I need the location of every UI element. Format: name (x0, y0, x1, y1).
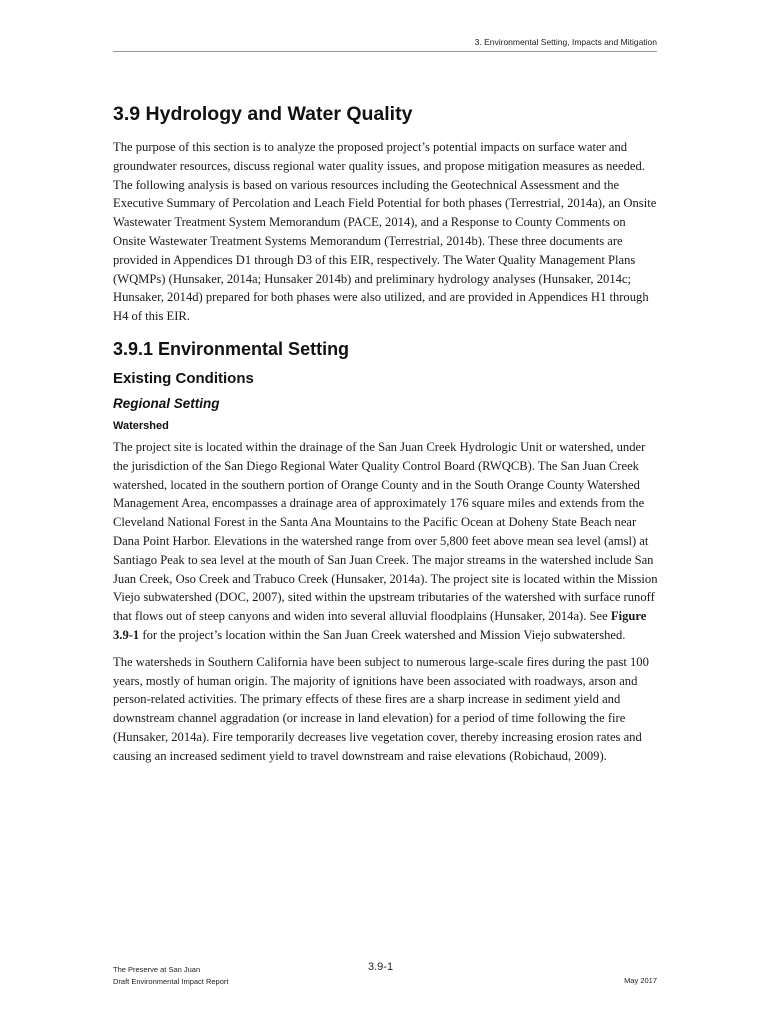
page-content (113, 100, 658, 774)
footer-date: May 2017 (624, 976, 657, 985)
regional-setting-heading: Regional Setting (113, 395, 220, 411)
watershed-heading: Watershed (113, 419, 169, 432)
existing-conditions-heading: Existing Conditions (113, 369, 254, 387)
watershed-text-end: for the project’s location within the San Juan Creek watershed and Mission Viejo subwatershed. (139, 627, 626, 642)
page-number: 3.9-1 (368, 961, 394, 973)
running-header: 3. Environmental Setting, Impacts and Mitigation (474, 37, 657, 47)
fire-paragraph: The watersheds in Southern California have been subject to numerous large-scale fires during the past 100 years, mostly of human origin. The majority of ignitions have been associated with roadways, arson and person-related activities. The primary effects of these fires are a sharp increase in sediment yield and downstream channel aggradation (or increase in land elevation) for a period of time following the fire (Hunsaker, 2014a). Fire temporarily decreases live vegetation cover, thereby increasing erosion rates and causing an increased sediment yield to travel downstream and raise elevations (Robichaud, 2009). (113, 654, 649, 763)
section-title: 3.9 Hydrology and Water Quality (113, 103, 413, 125)
footer-project-name: The Preserve at San Juan (113, 965, 201, 974)
figure-reference: Figure 3.9-1 (113, 609, 647, 642)
header-divider (113, 51, 657, 52)
footer-left (113, 964, 228, 988)
footer-report-type: Draft Environmental Impact Report (113, 977, 229, 986)
subsection-title: 3.9.1 Environmental Setting (113, 338, 350, 359)
watershed-text-start: The project site is located within the drainage of the San Juan Creek Hydrologic Unit or watershed, under the jurisdiction of the San Diego Regional Water Quality Control Board (RWQCB). The San Juan Creek watershed, located in the southern portion of Orange County and in the South Orange County Watershed Management Area, encompasses a drainage area of approximately 176 square miles and extends from the Cleveland National Forest in the Santa Ana Mountains to the Pacific Ocean at Doheny State Beach near Dana Point Harbor. Elevations in the watershed range from over 5,800 feet above mean sea level (amsl) at Santiago Peak to sea level at the mouth of San Juan Creek. The major streams in the watershed include San Juan Creek, Oso Creek and Trabuco Creek (Hunsaker, 2014a). The project site is located within the Mission Viejo subwatershed (DOC, 2007), sited within the upstream tributaries of the watershed with surface runoff that flows out of steep canyons and widen into several alluvial floodplains (Hunsaker, 2014a). See (113, 439, 658, 624)
intro-paragraph: The purpose of this section is to analyze the proposed project’s potential impacts on surface water and groundwater resources, discuss regional water quality issues, and propose mitigation measures as needed. The following analysis is based on various resources including the Geotechnical Assessment and the Executive Summary of Percolation and Leach Field Potential for both phases (Terrestrial, 2014a), an Onsite Wastewater Treatment System Memorandum (PACE, 2014), and a Response to County Comments on Onsite Wastewater Treatment Systems Memorandum (Terrestrial, 2014b). These three documents are provided in Appendices D1 through D3 of this EIR, respectively. The Water Quality Management Plans (WQMPs) (Hunsaker, 2014a; Hunsaker 2014b) and preliminary hydrology analyses (Hunsaker, 2014c; Hunsaker, 2014d) prepared for both phases were also utilized, and are provided in Appendices H1 through H4 of this EIR. (113, 140, 657, 324)
watershed-paragraph (113, 438, 658, 645)
